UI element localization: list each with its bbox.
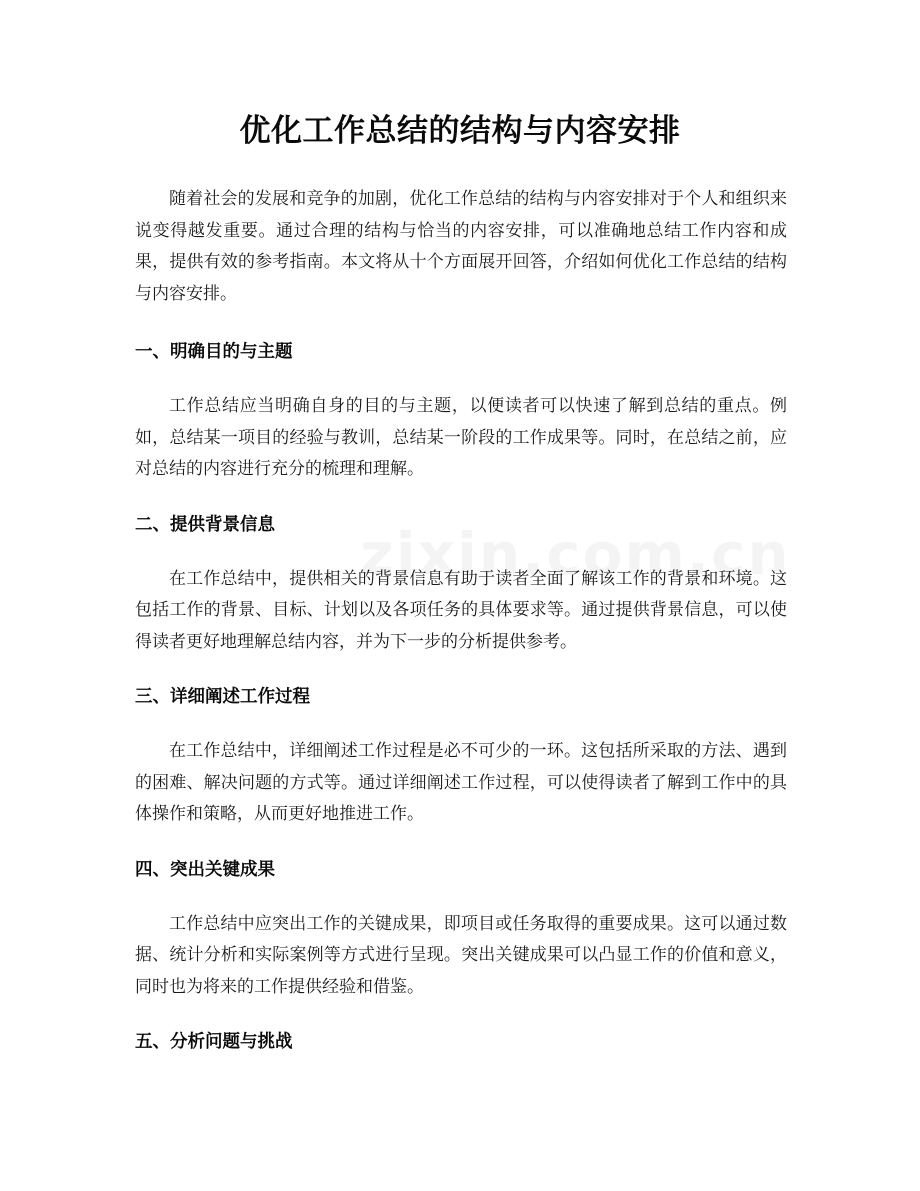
section-heading-5: 五、分析问题与挑战	[135, 1032, 293, 1052]
section-heading-2: 二、提供背景信息	[135, 514, 275, 535]
document-title: 优化工作总结的结构与内容安排	[239, 113, 681, 149]
section-heading-3: 三、详细阐述工作过程	[135, 687, 310, 707]
intro-paragraph: 随着社会的发展和竞争的加剧，优化工作总结的结构与内容安排对于个人和组织来说变得越发重要。通过合理的结构与恰当的内容安排，可以准确地总结工作内容和成果，提供有效的参考指南。本文将从十个方面展开回答，介绍如何优化工作总结的结构与内容安排。	[135, 189, 787, 304]
section-paragraph-3: 在工作总结中，详细阐述工作过程是必不可少的一环。这包括所采取的方法、遇到的困难、解决问题的方式等。通过详细阐述工作过程，可以使得读者了解到工作中的具体操作和策略，从而更好地推进工作。	[135, 741, 787, 824]
section-paragraph-1: 工作总结应当明确自身的目的与主题，以便读者可以快速了解到总结的重点。例如，总结某一项目的经验与教训，总结某一阶段的工作成果等。同时，在总结之前，应对总结的内容进行充分的梳理和理解。	[135, 396, 787, 479]
section-heading-4: 四、突出关键成果	[135, 859, 275, 880]
section-heading-1: 一、明确目的与主题	[135, 342, 293, 362]
section-paragraph-2: 在工作总结中，提供相关的背景信息有助于读者全面了解该工作的背景和环境。这包括工作的背景、目标、计划以及各项任务的具体要求等。通过提供背景信息，可以使得读者更好地理解总结内容，并为下一步的分析提供参考。	[135, 568, 787, 652]
document-body	[135, 184, 787, 1056]
section-paragraph-4: 工作总结中应突出工作的关键成果，即项目或任务取得的重要成果。这可以通过数据、统计分析和实际案例等方式进行呈现。突出关键成果可以凸显工作的价值和意义，同时也为将来的工作提供经验和借鉴。	[135, 913, 787, 997]
